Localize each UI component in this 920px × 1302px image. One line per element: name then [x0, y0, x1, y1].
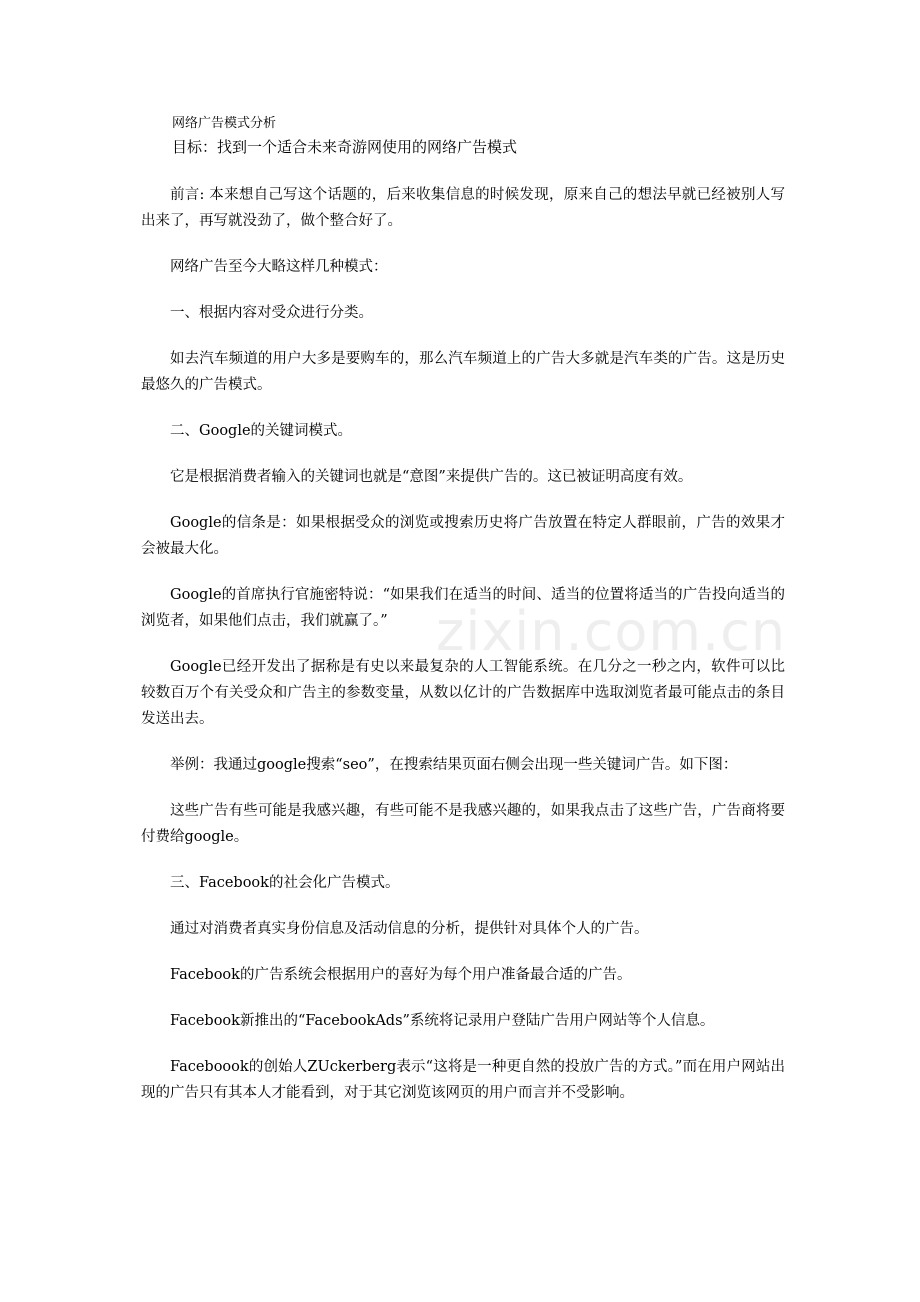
paragraph-intro: 网络广告至今大略这样几种模式：	[170, 259, 388, 275]
watermark: zixin.com.cn	[436, 600, 787, 663]
document-goal: 目标：找到一个适合未来奇游网使用的网络广告模式	[172, 138, 518, 156]
paragraph: Faceboook的创始人ZUckerberg表示“这将是一种更自然的投放广告的方式。”而在用户网站出现的广告只有其本人才能看到，对于其它浏览该网页的用户而言并不受影响。	[141, 1059, 785, 1101]
document-body	[141, 182, 785, 1106]
paragraph: Facebook新推出的“FacebookAds”系统将记录用户登陆广告用户网站等个人信息。	[170, 1013, 715, 1029]
paragraph: Google的信条是：如果根据受众的浏览或搜索历史将广告放置在特定人群眼前，广告的效果才会被最大化。	[141, 515, 785, 557]
section-heading-google: 二、Google的关键词模式。	[170, 423, 353, 439]
section-heading-facebook: 三、Facebook的社会化广告模式。	[170, 875, 400, 891]
paragraph: Facebook的广告系统会根据用户的喜好为每个用户准备最合适的广告。	[170, 967, 632, 983]
paragraph-preface: 前言: 本来想自己写这个话题的，后来收集信息的时候发现，原来自己的想法早就已经被别人写出来了，再写就没劲了，做个整合好了。	[141, 187, 785, 229]
paragraph: 如去汽车频道的用户大多是要购车的，那么汽车频道上的广告大多就是汽车类的广告。这是历史最悠久的广告模式。	[141, 351, 785, 393]
paragraph: Google已经开发出了据称是有史以来最复杂的人工智能系统。在几分之一秒之内，软件可以比较数百万个有关受众和广告主的参数变量，从数以亿计的广告数据库中选取浏览者最可能点击的条目发送出去。	[141, 659, 785, 727]
paragraph: 通过对消费者真实身份信息及活动信息的分析，提供针对具体个人的广告。	[170, 921, 649, 937]
paragraph: 它是根据消费者输入的关键词也就是“意图”来提供广告的。这已被证明高度有效。	[170, 469, 693, 485]
paragraph: Google的首席执行官施密特说：“如果我们在适当的时间、适当的位置将适当的广告投向适当的浏览者，如果他们点击，我们就赢了。”	[141, 587, 785, 629]
paragraph: 这些广告有些可能是我感兴趣，有些可能不是我感兴趣的，如果我点击了这些广告，广告商将要付费给google。	[141, 803, 785, 845]
section-heading-content: 一、根据内容对受众进行分类。	[170, 305, 373, 321]
document-title: 网络广告模式分析	[172, 116, 277, 131]
paragraph-example: 举例：我通过google搜索“seo”，在搜索结果页面右侧会出现一些关键词广告。如下图：	[170, 757, 738, 773]
